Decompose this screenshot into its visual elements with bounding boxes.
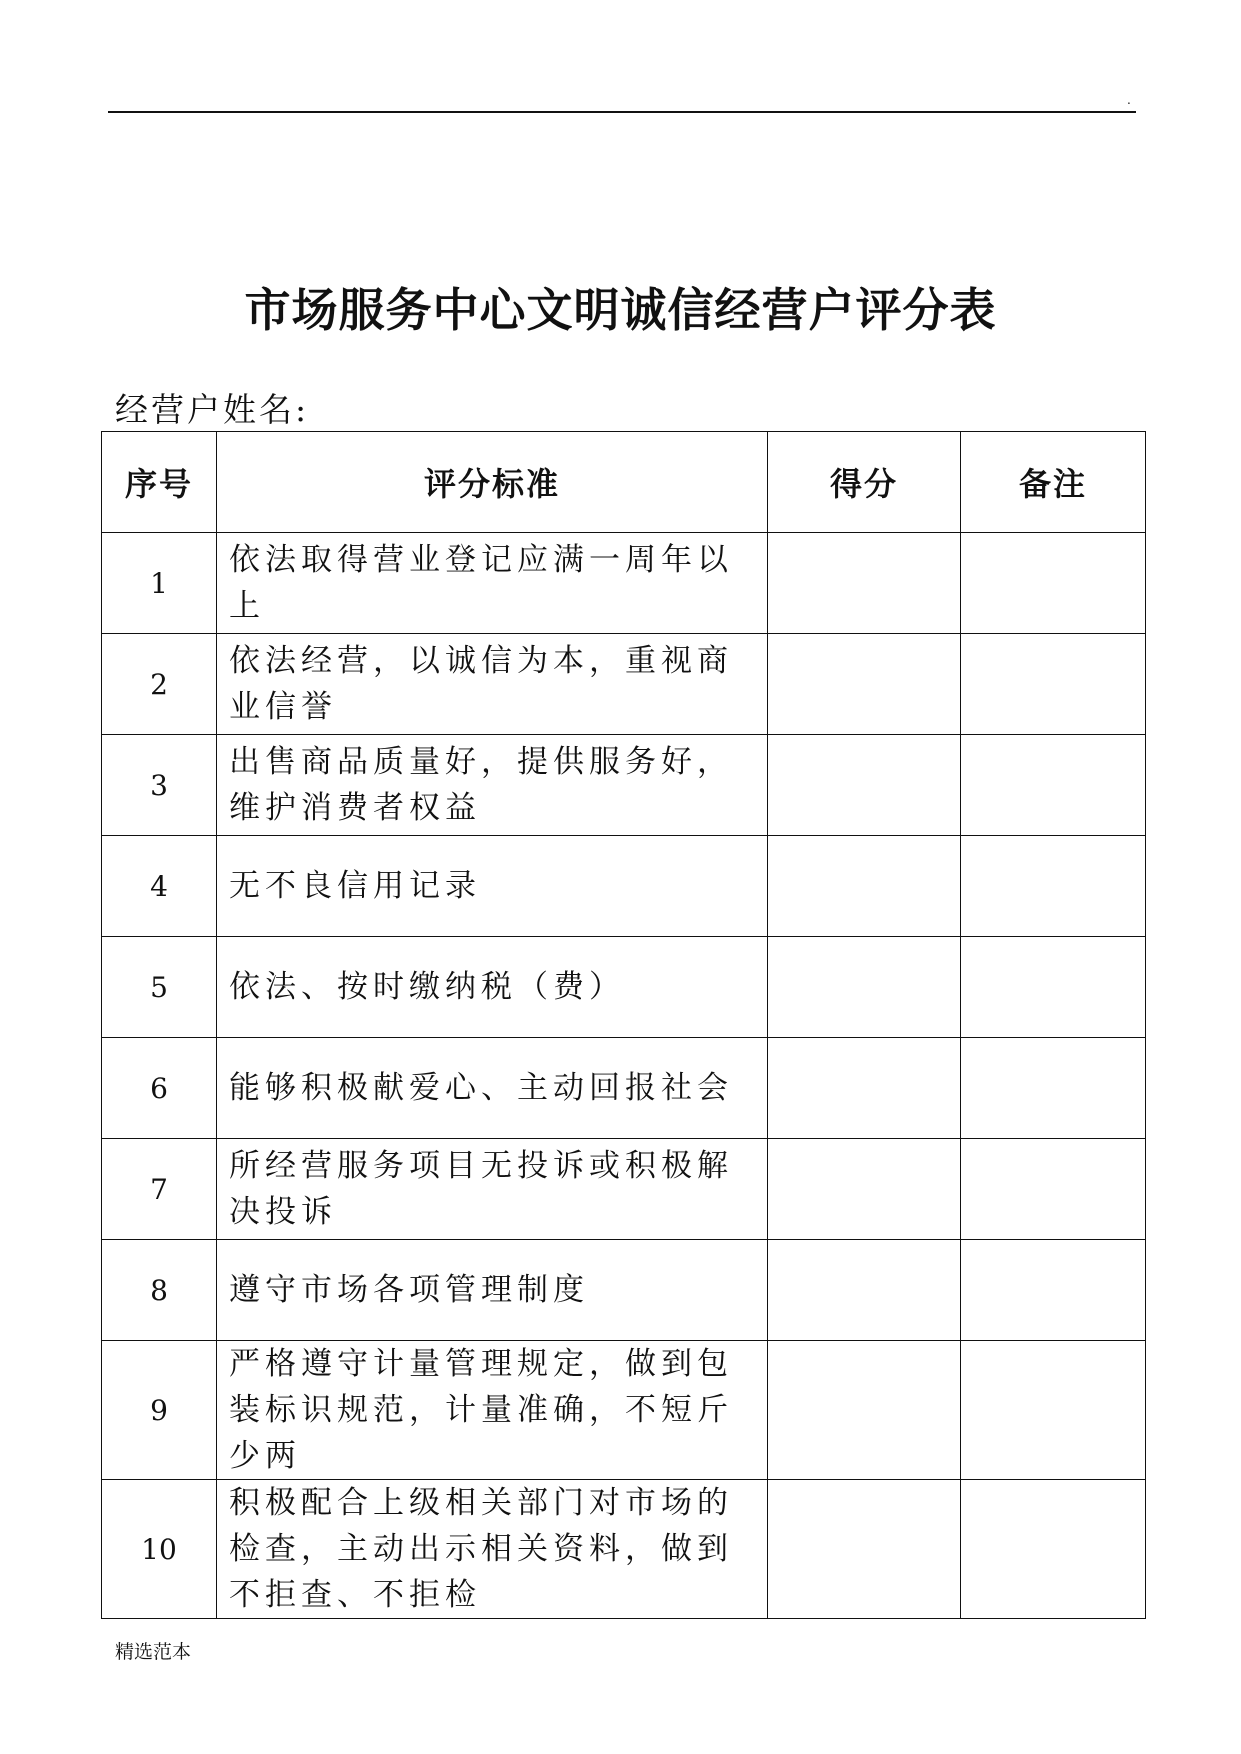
score-cell[interactable]	[768, 937, 961, 1038]
table-row	[102, 735, 1146, 836]
row-no: 8	[102, 1240, 217, 1341]
score-cell[interactable]	[768, 1341, 961, 1480]
remark-cell[interactable]	[961, 1480, 1146, 1619]
row-criteria: 出售商品质量好，提供服务好，维护消费者权益	[217, 735, 768, 836]
score-cell[interactable]	[768, 533, 961, 634]
table-row	[102, 1038, 1146, 1139]
row-no: 7	[102, 1139, 217, 1240]
page-title: 市场服务中心文明诚信经营户评分表	[244, 283, 997, 337]
score-cell[interactable]	[768, 836, 961, 937]
table-header-row	[102, 432, 1146, 533]
row-criteria: 依法、按时缴纳税（费）	[217, 937, 768, 1038]
table-row	[102, 1139, 1146, 1240]
remark-cell[interactable]	[961, 533, 1146, 634]
footer-note: 精选范本	[115, 1641, 192, 1663]
row-criteria: 依法经营，以诚信为本，重视商业信誉	[217, 634, 768, 735]
header-no: 序号	[102, 432, 217, 533]
owner-name-label: 经营户姓名:	[115, 390, 310, 429]
score-table	[101, 431, 1146, 1619]
row-no: 4	[102, 836, 217, 937]
score-cell[interactable]	[768, 634, 961, 735]
row-criteria: 所经营服务项目无投诉或积极解决投诉	[217, 1139, 768, 1240]
table-row	[102, 1341, 1146, 1480]
row-no: 6	[102, 1038, 217, 1139]
row-criteria: 无不良信用记录	[217, 836, 768, 937]
table-row	[102, 937, 1146, 1038]
row-criteria: 依法取得营业登记应满一周年以上	[217, 533, 768, 634]
score-cell[interactable]	[768, 1480, 961, 1619]
row-criteria: 严格遵守计量管理规定，做到包装标识规范，计量准确，不短斤少两	[217, 1341, 768, 1480]
row-no: 10	[102, 1480, 217, 1619]
header-rule	[108, 111, 1136, 113]
score-cell[interactable]	[768, 1240, 961, 1341]
row-no: 5	[102, 937, 217, 1038]
table-row	[102, 1240, 1146, 1341]
table-row	[102, 836, 1146, 937]
row-no: 2	[102, 634, 217, 735]
header-remark: 备注	[961, 432, 1146, 533]
remark-cell[interactable]	[961, 735, 1146, 836]
score-cell[interactable]	[768, 1038, 961, 1139]
remark-cell[interactable]	[961, 1038, 1146, 1139]
score-cell[interactable]	[768, 735, 961, 836]
row-no: 1	[102, 533, 217, 634]
row-criteria: 能够积极献爱心、主动回报社会	[217, 1038, 768, 1139]
remark-cell[interactable]	[961, 1341, 1146, 1480]
table-row	[102, 533, 1146, 634]
row-criteria: 积极配合上级相关部门对市场的检查，主动出示相关资料，做到不拒查、不拒检	[217, 1480, 768, 1619]
header-criteria: 评分标准	[217, 432, 768, 533]
table-row	[102, 634, 1146, 735]
remark-cell[interactable]	[961, 836, 1146, 937]
row-no: 9	[102, 1341, 217, 1480]
remark-cell[interactable]	[961, 634, 1146, 735]
table-row	[102, 1480, 1146, 1619]
header-dot: .	[1127, 93, 1131, 107]
remark-cell[interactable]	[961, 1240, 1146, 1341]
remark-cell[interactable]	[961, 937, 1146, 1038]
header-score: 得分	[768, 432, 961, 533]
row-criteria: 遵守市场各项管理制度	[217, 1240, 768, 1341]
score-cell[interactable]	[768, 1139, 961, 1240]
remark-cell[interactable]	[961, 1139, 1146, 1240]
row-no: 3	[102, 735, 217, 836]
